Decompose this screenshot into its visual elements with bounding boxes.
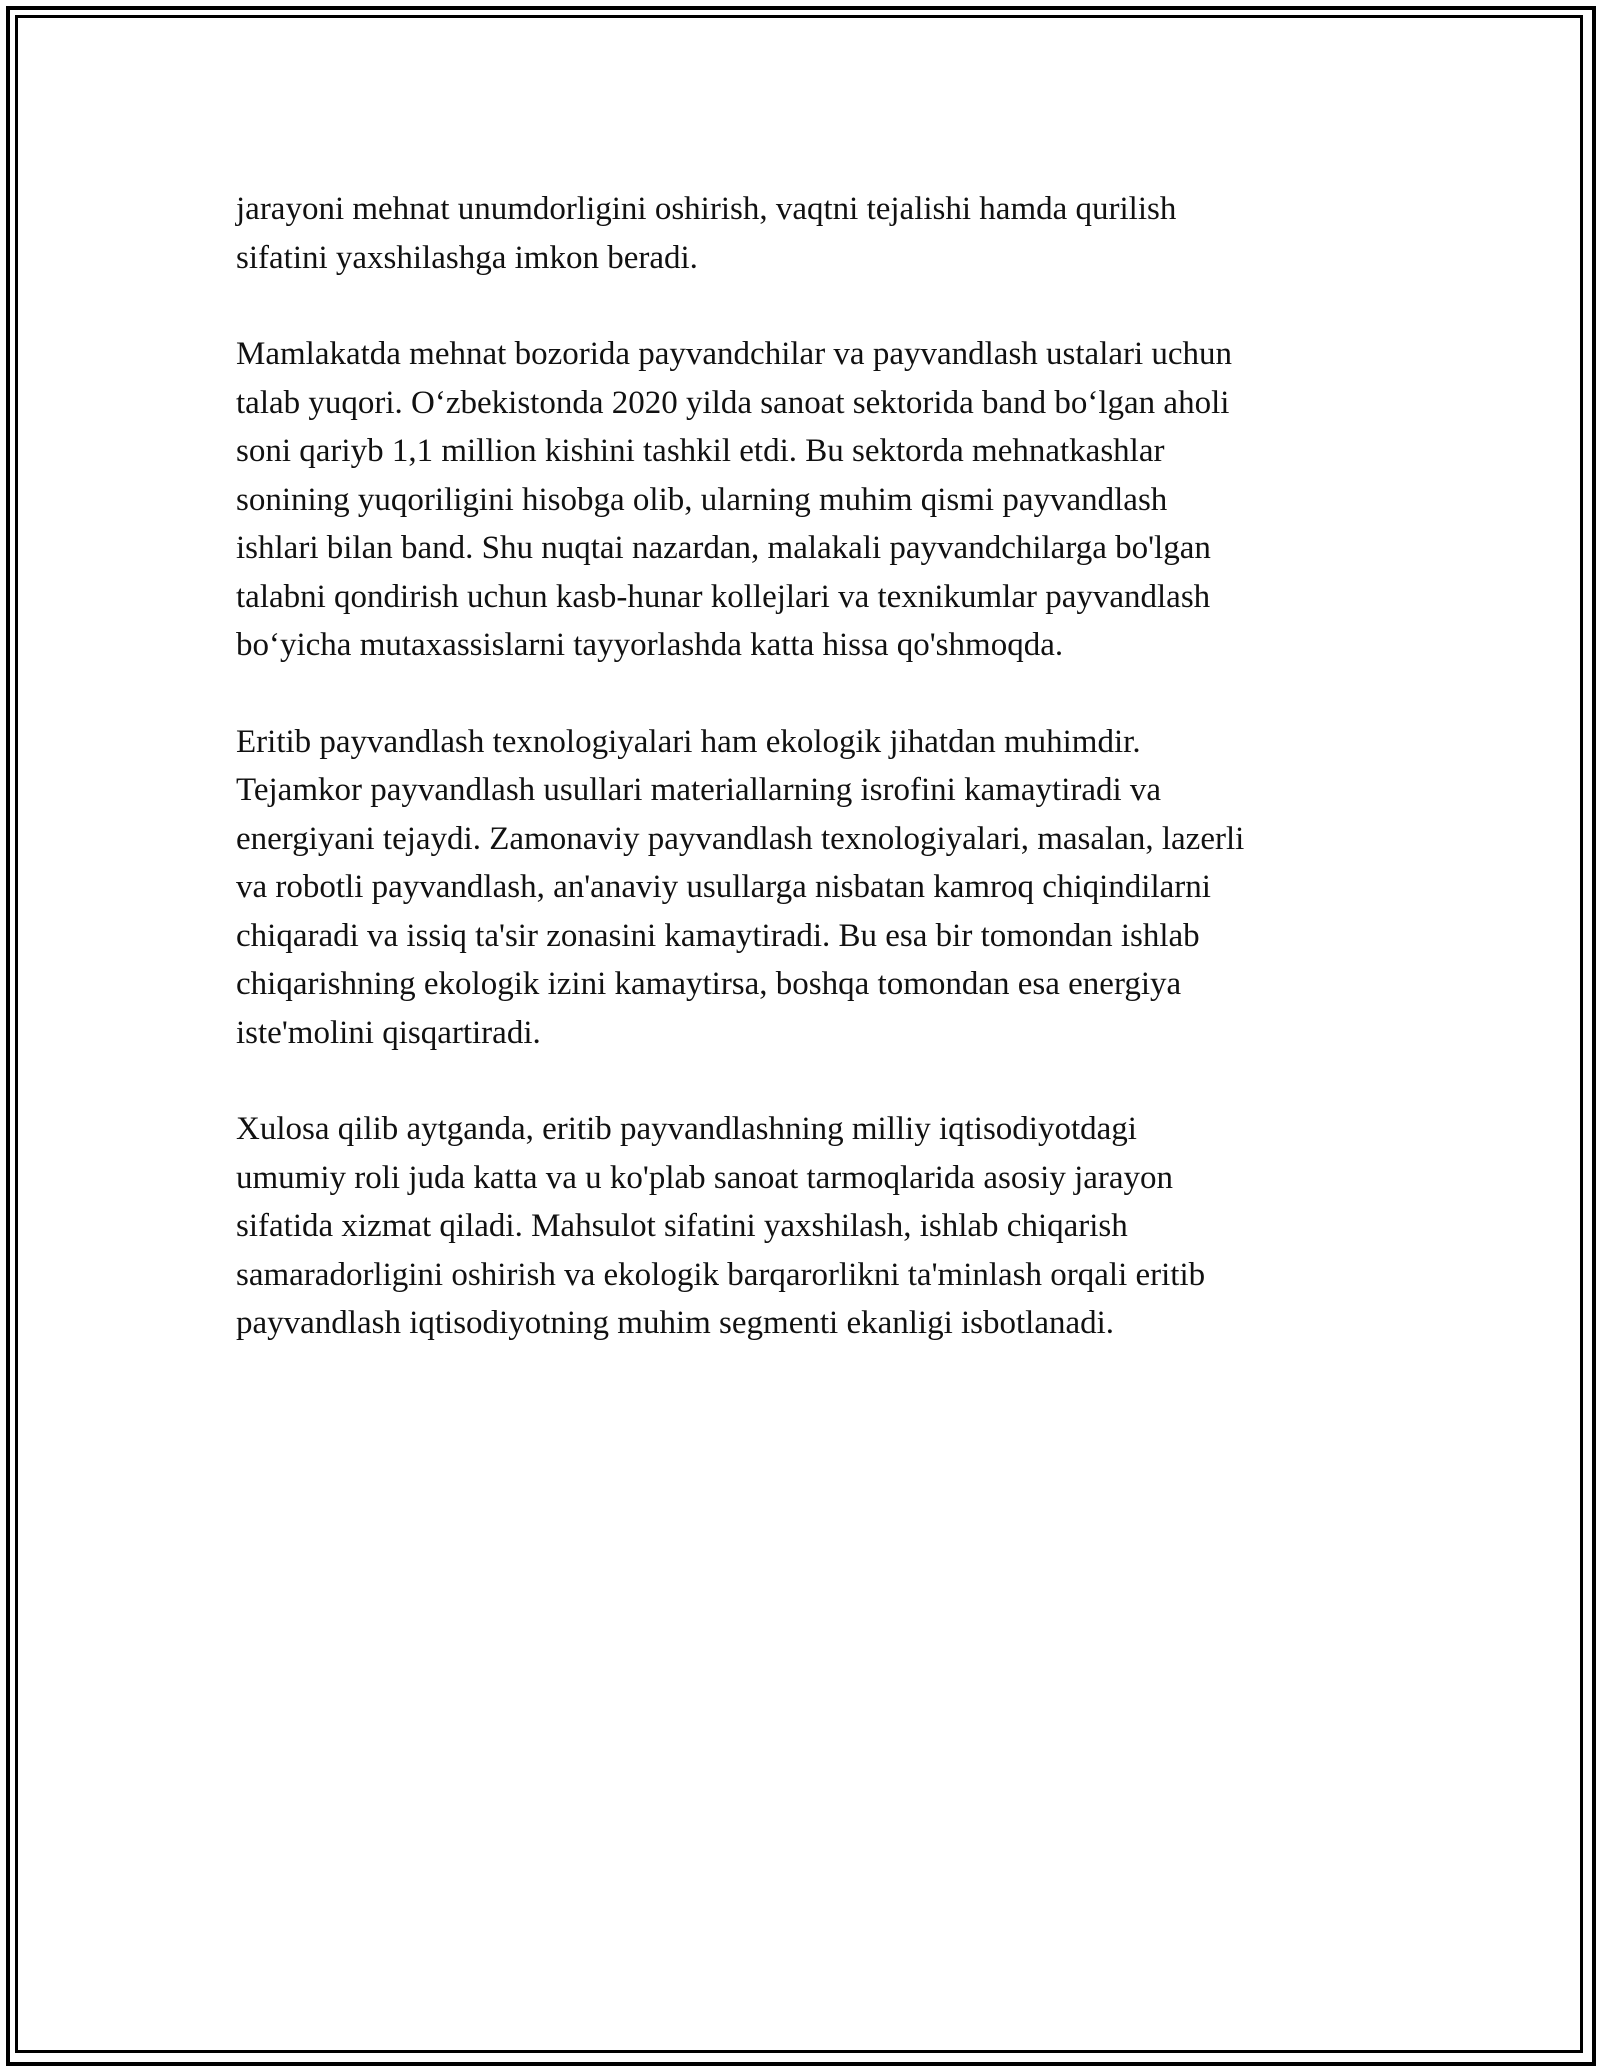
text-line: energiyani tejaydi. Zamonaviy payvandlash texnologiyalari, masalan, lazerli	[236, 820, 1245, 857]
text-line: chiqarishning ekologik izini kamaytirsa, boshqa tomondan esa energiya	[236, 966, 1182, 1002]
paragraph-2	[236, 330, 1366, 670]
text-line: sonining yuqoriligini hisobga olib, ularning muhim qismi payvandlash	[236, 481, 1168, 518]
text-line: jarayoni mehnat unumdorligini oshirish, vaqtni tejalishi hamda qurilish	[236, 191, 1177, 227]
paragraph-1	[236, 185, 1366, 282]
paragraph-4	[236, 1105, 1366, 1348]
text-line: samaradorligini oshirish va ekologik barqarorlikni ta'minlash orqali eritib	[236, 1256, 1206, 1293]
document-body	[236, 185, 1366, 1396]
text-line: talabni qondirish uchun kasb-hunar kollejlari va texnikumlar payvandlash	[236, 578, 1211, 615]
text-line: soni qariyb 1,1 million kishini tashkil etdi. Bu sektorda mehnatkashlar	[236, 433, 1165, 469]
text-line: Xulosa qilib aytganda, eritib payvandlashning milliy iqtisodiyotdagi	[236, 1111, 1137, 1147]
paragraph-3	[236, 718, 1366, 1058]
text-line: talab yuqori. O‘zbekistonda 2020 yilda sanoat sektorida band bo‘lgan aholi	[236, 384, 1230, 421]
text-line: Eritib payvandlash texnologiyalari ham ekologik jihatdan muhimdir.	[236, 723, 1141, 760]
text-line: umumiy roli juda katta va u ko'plab sanoat tarmoqlarida asosiy jarayon	[236, 1159, 1174, 1196]
text-line: chiqaradi va issiq ta'sir zonasini kamaytiradi. Bu esa bir tomondan ishlab	[236, 917, 1200, 954]
text-line: va robotli payvandlash, an'anaviy usullarga nisbatan kamroq chiqindilarni	[236, 869, 1211, 905]
text-line: Mamlakatda mehnat bozorida payvandchilar va payvandlash ustalari uchun	[236, 336, 1233, 372]
text-line: bo‘yicha mutaxassislarni tayyorlashda katta hissa qo'shmoqda.	[236, 627, 1064, 663]
text-line: sifatida xizmat qiladi. Mahsulot sifatini yaxshilash, ishlab chiqarish	[236, 1208, 1128, 1244]
text-line: payvandlash iqtisodiyotning muhim segmenti ekanligi isbotlanadi.	[236, 1305, 1115, 1341]
text-line: ishlari bilan band. Shu nuqtai nazardan, malakali payvandchilarga bo'lgan	[236, 530, 1211, 566]
text-line: sifatini yaxshilashga imkon beradi.	[236, 239, 698, 276]
text-line: iste'molini qisqartiradi.	[236, 1014, 541, 1051]
text-line: Tejamkor payvandlash usullari materiallarning isrofini kamaytiradi va	[236, 772, 1162, 808]
